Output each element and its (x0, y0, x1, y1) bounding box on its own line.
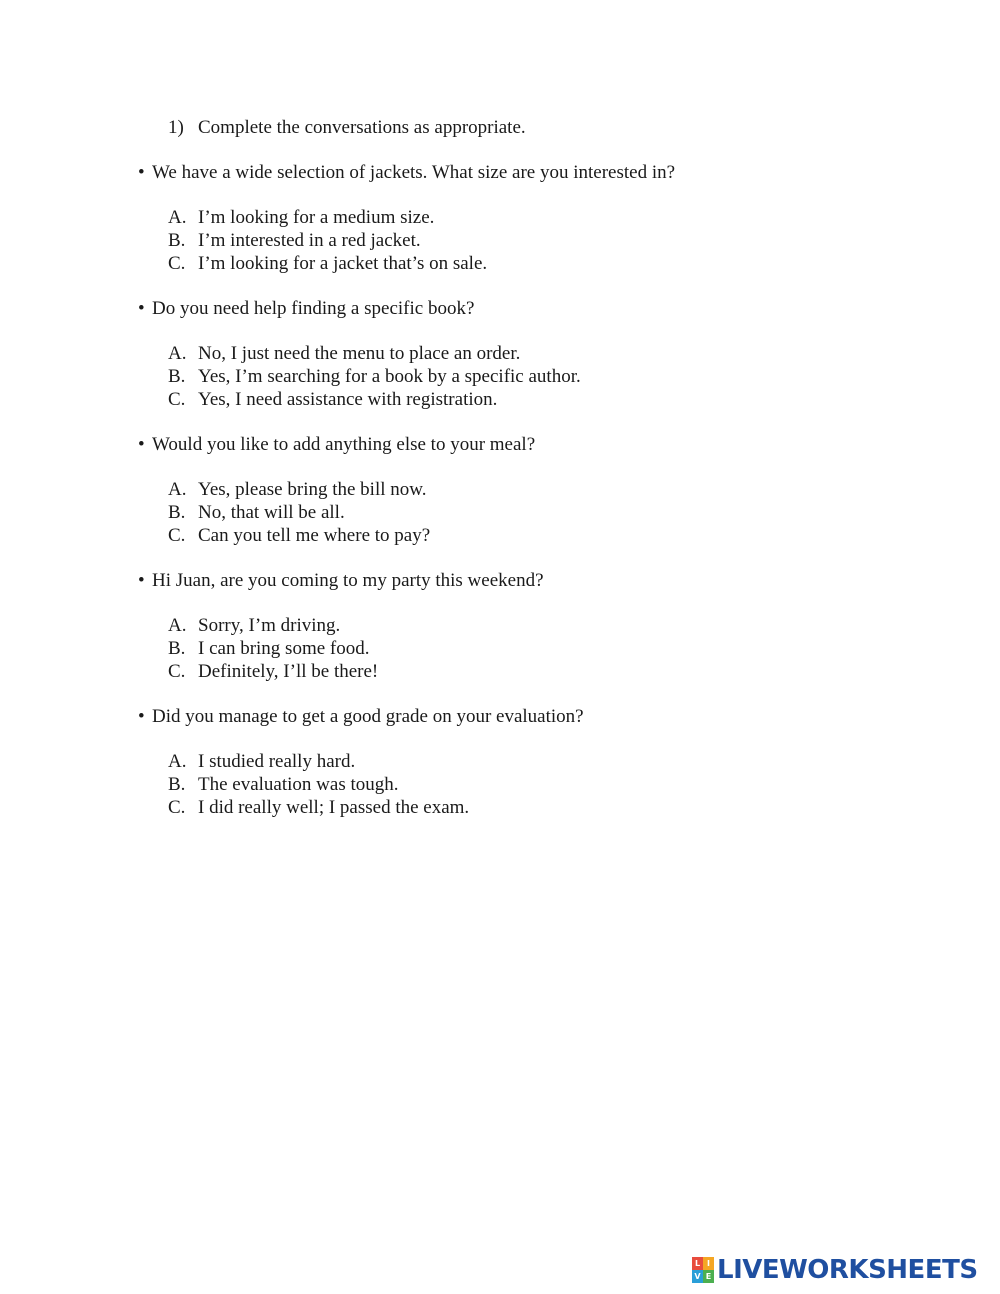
option-text: I studied really hard. (198, 751, 356, 772)
options-list-1 (168, 206, 487, 275)
instruction-text: Complete the conversations as appropriate. (198, 117, 526, 138)
option-text: Yes, please bring the bill now. (198, 479, 427, 500)
question-3 (138, 433, 535, 456)
question-1 (138, 161, 675, 184)
logo-block-e: E (703, 1270, 714, 1283)
option-text: Yes, I need assistance with registration. (198, 389, 498, 410)
logo-block-l: L (692, 1257, 703, 1270)
option-1a[interactable] (168, 206, 487, 229)
option-1b[interactable] (168, 229, 487, 252)
options-list-5 (168, 750, 469, 819)
question-prompt: Would you like to add anything else to your meal? (152, 434, 536, 455)
question-5 (138, 705, 584, 728)
option-text: Can you tell me where to pay? (198, 525, 431, 546)
option-text: I’m interested in a red jacket. (198, 230, 421, 251)
option-4c[interactable] (168, 660, 378, 683)
option-letter: C. (168, 389, 186, 410)
option-letter: B. (168, 774, 186, 795)
option-3c[interactable] (168, 524, 430, 547)
option-letter: B. (168, 366, 186, 387)
option-letter: A. (168, 343, 187, 364)
option-letter: C. (168, 525, 186, 546)
option-letter: A. (168, 751, 187, 772)
option-1c[interactable] (168, 252, 487, 275)
option-3b[interactable] (168, 501, 430, 524)
bullet: • (138, 162, 145, 183)
option-letter: A. (168, 615, 187, 636)
options-list-2 (168, 342, 581, 411)
bullet: • (138, 706, 145, 727)
option-text: I did really well; I passed the exam. (198, 797, 470, 818)
options-list-3 (168, 478, 430, 547)
option-text: Definitely, I’ll be there! (198, 661, 379, 682)
liveworksheets-logo[interactable] (692, 1254, 978, 1286)
option-5b[interactable] (168, 773, 469, 796)
option-letter: A. (168, 479, 187, 500)
options-list-4 (168, 614, 378, 683)
question-4 (138, 569, 544, 592)
bullet: • (138, 298, 145, 319)
bullet: • (138, 570, 145, 591)
question-prompt: Did you manage to get a good grade on your evaluation? (152, 706, 584, 727)
live-blocks-icon (692, 1257, 714, 1283)
option-text: No, I just need the menu to place an order. (198, 343, 521, 364)
option-text: The evaluation was tough. (198, 774, 399, 795)
option-letter: A. (168, 207, 187, 228)
option-text: Yes, I’m searching for a book by a specific author. (198, 366, 581, 387)
logo-text: LIVEWORKSHEETS (717, 1255, 978, 1285)
logo-block-v: V (692, 1270, 703, 1283)
option-5c[interactable] (168, 796, 469, 819)
option-letter: B. (168, 502, 186, 523)
option-2c[interactable] (168, 388, 581, 411)
option-letter: C. (168, 661, 186, 682)
question-2 (138, 297, 474, 320)
instruction-number: 1) (168, 117, 184, 138)
option-letter: B. (168, 230, 186, 251)
option-text: I’m looking for a medium size. (198, 207, 435, 228)
option-text: I’m looking for a jacket that’s on sale. (198, 253, 488, 274)
instruction (168, 116, 526, 139)
option-4a[interactable] (168, 614, 378, 637)
question-prompt: Do you need help finding a specific book? (152, 298, 475, 319)
option-2a[interactable] (168, 342, 581, 365)
bullet: • (138, 434, 145, 455)
option-letter: C. (168, 797, 186, 818)
logo-block-i: I (703, 1257, 714, 1270)
question-prompt: We have a wide selection of jackets. What size are you interested in? (152, 162, 676, 183)
option-text: I can bring some food. (198, 638, 370, 659)
option-text: No, that will be all. (198, 502, 345, 523)
option-5a[interactable] (168, 750, 469, 773)
option-2b[interactable] (168, 365, 581, 388)
question-prompt: Hi Juan, are you coming to my party this weekend? (152, 570, 544, 591)
option-3a[interactable] (168, 478, 430, 501)
option-text: Sorry, I’m driving. (198, 615, 341, 636)
option-letter: C. (168, 253, 186, 274)
option-4b[interactable] (168, 637, 378, 660)
option-letter: B. (168, 638, 186, 659)
